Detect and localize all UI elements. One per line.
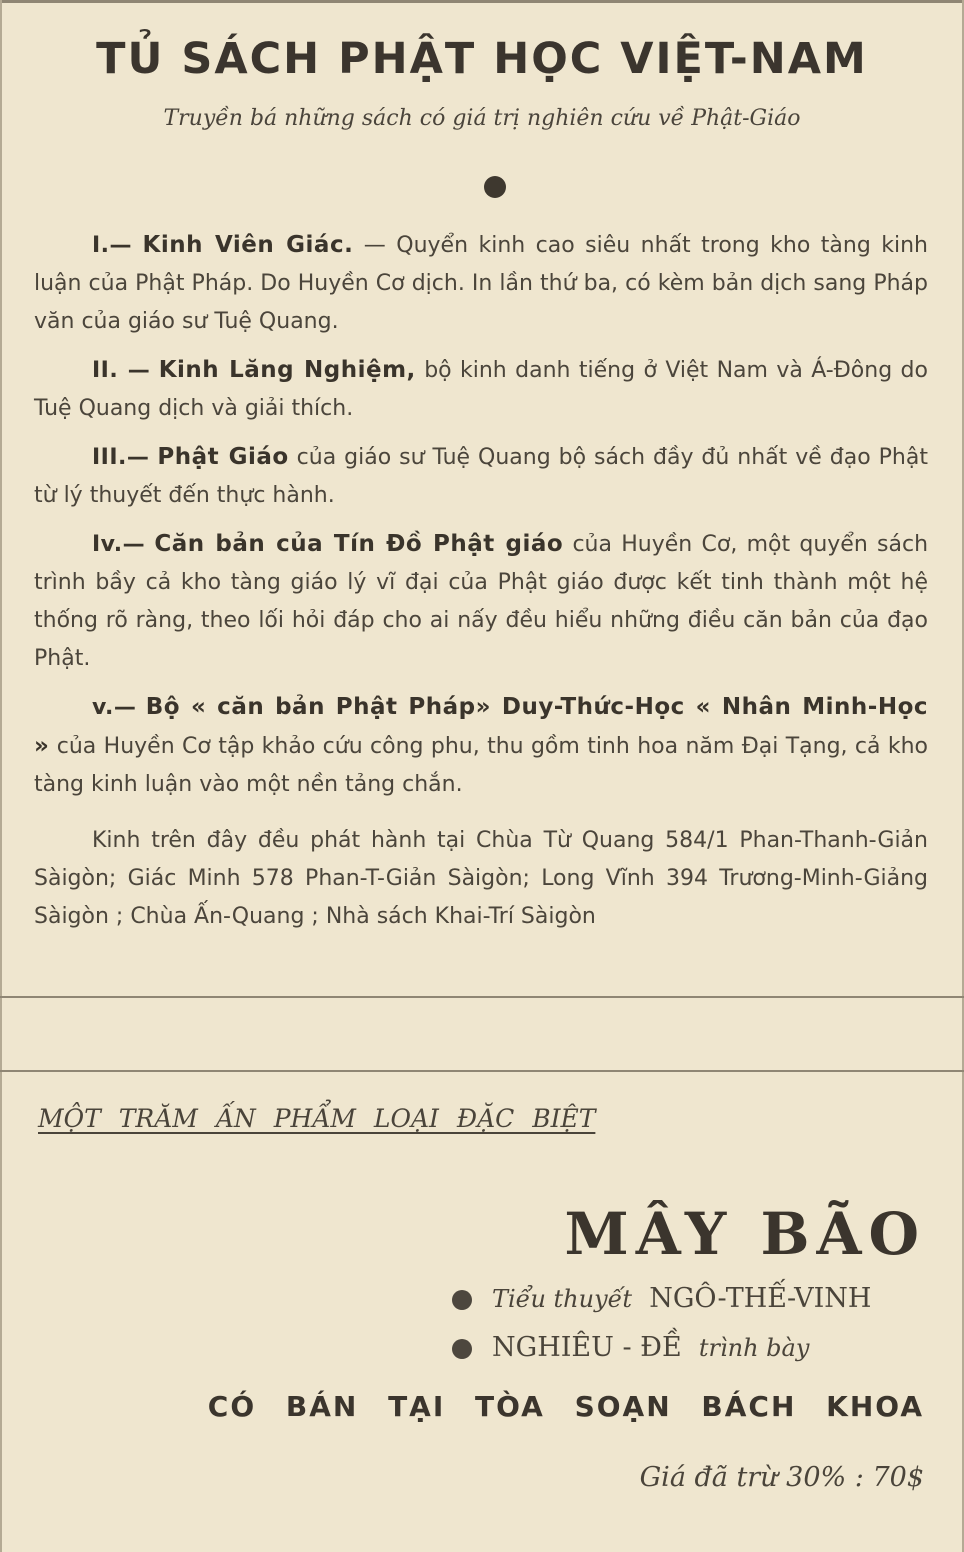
book-description: bộ kinh danh tiếng ở Việt Nam và Á-Đông do Tuệ Quang dịch và giải thích. [34,358,928,421]
series-subtitle: Truyền bá những sách có giá trị nghiên cứu về Phật-Giáo [163,106,801,131]
entry-number: II. — [92,358,151,383]
bullet-dot-icon [452,1339,472,1359]
book-entry-2 [34,351,928,428]
book-name: Phật Giáo [157,444,289,470]
entry-number: I.— [92,233,133,258]
author-credit [452,1283,871,1314]
ornament-dot-icon [484,176,506,198]
book-description: của Huyền Cơ, một quyển sách trình bầy cả kho tàng giáo lý vĩ đại của Phật giáo được kết tinh thành một hệ thống rõ ràng, theo lối hỏi đáp cho ai nấy đều hiểu những điều căn bản của đạo Phật. [34,532,929,671]
book-name: Căn bản của Tín Đồ Phật giáo [154,531,564,557]
book-entry-3 [34,438,928,515]
novel-title: MÂY BÃO [564,1200,926,1268]
bullet-dot-icon [452,1290,472,1310]
book-name: Kinh Lăng Nghiệm, [158,357,416,383]
section-divider-2 [0,1070,964,1072]
credit-label: Tiểu thuyết [492,1285,633,1313]
author-name: NGÔ-THẾ-VINH [649,1283,872,1314]
designer-name: NGHIÊU - ĐỀ [492,1332,682,1363]
book-entry-1 [34,226,928,341]
price-text: Giá đã trừ 30% : 70$ [639,1462,924,1493]
book-description: của Huyền Cơ tập khảo cứu công phu, thu gồm tinh hoa năm Đại Tạng, cả kho tàng kinh luận vào một nền tảng chắn. [34,734,929,797]
entry-number: III.— [92,445,150,470]
designer-credit [452,1332,809,1363]
book-entry-5 [34,688,928,804]
book-name: Bộ « căn bản Phật Pháp» Duy-Thức-Học « Nhân Minh-Học » [34,694,928,759]
promo-heading: MỘT TRĂM ẤN PHẨM LOẠI ĐẶC BIỆT [38,1104,596,1133]
entry-number: v.— [92,695,137,720]
section-divider [0,996,964,998]
sale-location: CÓ BÁN TẠI TÒA SOẠN BÁCH KHOA [207,1390,924,1423]
distribution-note: Kinh trên đây đều phát hành tại Chùa Từ Quang 584/1 Phan-Thanh-Giản Sàigòn; Giác Minh 578 Phan-T-Giản Sàigòn; Long Vĩnh 394 Trương-Minh-Giảng Sàigòn ; Chùa Ấn-Quang ; Nhà sách Khai-Trí Sàigòn [34,828,928,929]
book-entry-4 [34,525,928,678]
credit-label: trình bày [698,1334,810,1362]
book-description: — Quyển kinh cao siêu nhất trong kho tàng kinh luận của Phật Pháp. Do Huyền Cơ dịch. In lần thứ ba, có kèm bản dịch sang Pháp văn của giáo sư Tuệ Quang. [34,233,928,334]
series-title: TỦ SÁCH PHẬT HỌC VIỆT-NAM [96,34,868,84]
book-description: của giáo sư Tuệ Quang bộ sách đầy đủ nhất về đạo Phật từ lý thuyết đến thực hành. [34,445,928,508]
book-list [34,226,928,946]
book-name: Kinh Viên Giác. [142,232,354,258]
entry-number: Iv.— [92,532,146,557]
